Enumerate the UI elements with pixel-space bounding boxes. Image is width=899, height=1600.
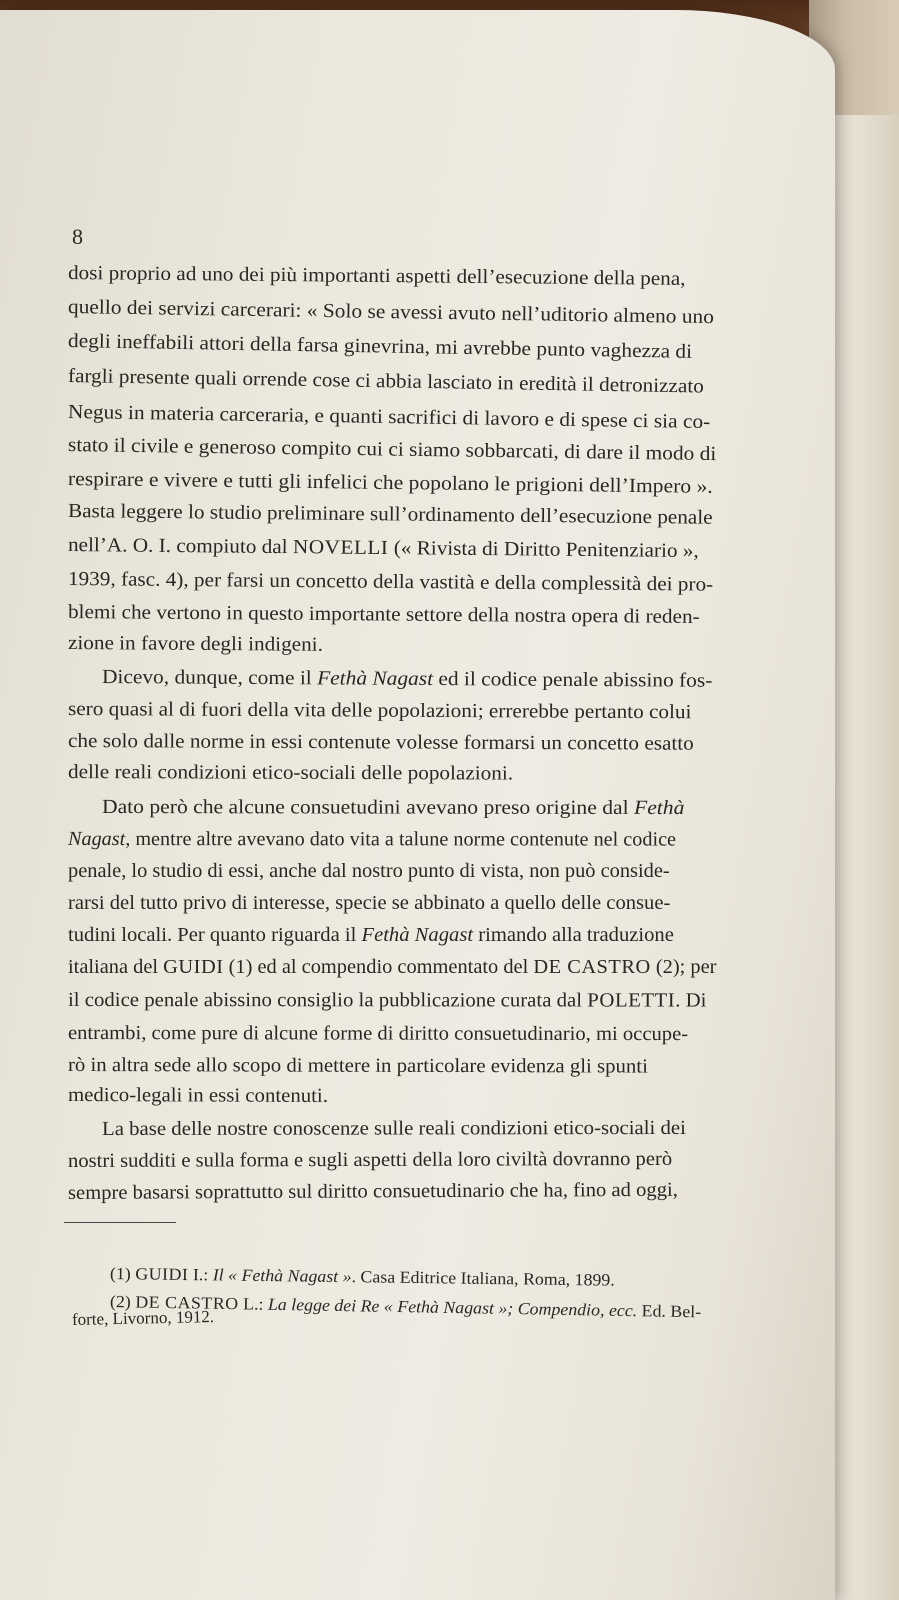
text-line: entrambi, come pure di alcune forme di diritto consuetudinario, mi occupe- <box>67 1022 689 1046</box>
text-line: sero quasi al di fuori della vita delle popolazioni; errerebbe pertanto colui <box>67 698 692 724</box>
text-line: il codice penale abissino consiglio la pubblicazione curata dal POLETTI. Di <box>67 989 707 1012</box>
book-page <box>0 10 835 1600</box>
text-line: Basta leggere lo studio preliminare sull’ordinamento dell’esecuzione penale <box>67 500 713 529</box>
text-line: tudini locali. Per quanto riguarda il Fethà Nagast rimando alla traduzione <box>68 924 674 946</box>
footnote-2: (2) DE CASTRO L.: La legge dei Re « Fethà Nagast »; Compendio, ecc. Ed. Bel- <box>109 1292 702 1322</box>
text-line: penale, lo studio di essi, anche dal nostro punto di vista, non può conside- <box>68 860 670 882</box>
text-line: Negus in materia carceraria, e quanti sacrifici di lavoro e di spese ci sia co- <box>67 401 711 434</box>
author-name: DE CASTRO <box>533 956 651 978</box>
text-line: che solo dalle norme in essi contenute volesse formarsi un concetto esatto <box>67 730 694 755</box>
footnote-separator <box>64 1222 176 1223</box>
text-line: italiana del GUIDI (1) ed al compendio commentato del DE CASTRO (2); per <box>68 956 717 978</box>
text-line: 1939, fasc. 4), per farsi un concetto della vastità e della complessità dei pro- <box>67 568 714 596</box>
text-line: stato il civile e generoso compito cui ci siamo sobbarcati, di dare il modo di <box>67 434 717 466</box>
text-line: sempre basarsi soprattutto sul diritto consuetudinario che ha, fino ad oggi, <box>67 1178 678 1204</box>
text-line: zione in favore degli indigeni. <box>67 632 323 656</box>
text-line: rarsi del tutto privo di interesse, specie se abbinato a quello delle consue- <box>68 892 671 914</box>
author-name: POLETTI <box>587 989 676 1012</box>
footnote-1: (1) GUIDI I.: Il « Fethà Nagast ». Casa Editrice Italiana, Roma, 1899. <box>109 1264 615 1290</box>
text-line: La base delle nostre conoscenze sulle reali condizioni etico-sociali dei <box>101 1116 686 1140</box>
text-line: nell’A. O. I. compiuto dal NOVELLI (« Rivista di Diritto Penitenziario », <box>67 534 699 563</box>
text-line: respirare e vivere e tutti gli infelici che popolano le prigioni dell’Impero ». <box>67 468 713 498</box>
text-line: delle reali condizioni etico-sociali delle popolazioni. <box>67 761 514 785</box>
author-name: GUIDI <box>163 956 224 978</box>
text-line: nostri sudditi e sulla forma e sugli aspetti della loro civiltà dovranno però <box>67 1147 673 1172</box>
text-line: degli ineffabili attori della farsa ginevrina, mi avrebbe punto vaghezza di <box>67 330 693 363</box>
author-name: NOVELLI <box>292 536 389 560</box>
text-line: Dicevo, dunque, come il Fethà Nagast ed il codice penale abissino fos- <box>101 666 713 692</box>
footnote-2-continuation: forte, Livorno, 1912. <box>71 1307 215 1329</box>
text-line: quello dei servizi carcerari: « Solo se avessi avuto nell’uditorio almeno uno <box>67 296 715 329</box>
text-line: Dato però che alcune consuetudini avevano preso origine dal Fethà <box>101 796 685 820</box>
text-line: medico-legali in essi contenuti. <box>67 1084 328 1107</box>
text-line: rò in altra sede allo scopo di mettere in particolare evidenza gli spunti <box>67 1054 648 1078</box>
text-line: fargli presente quali orrende cose ci abbia lasciato in eredità il detronizzato <box>67 365 705 398</box>
text-line: dosi proprio ad uno dei più importanti aspetti dell’esecuzione della pena, <box>67 262 686 290</box>
page-number: 8 <box>72 224 83 249</box>
text-line: blemi che vertono in questo importante settore della nostra opera di reden- <box>67 601 700 628</box>
text-line: Nagast, mentre altre avevano dato vita a talune norme contenute nel codice <box>67 828 677 851</box>
